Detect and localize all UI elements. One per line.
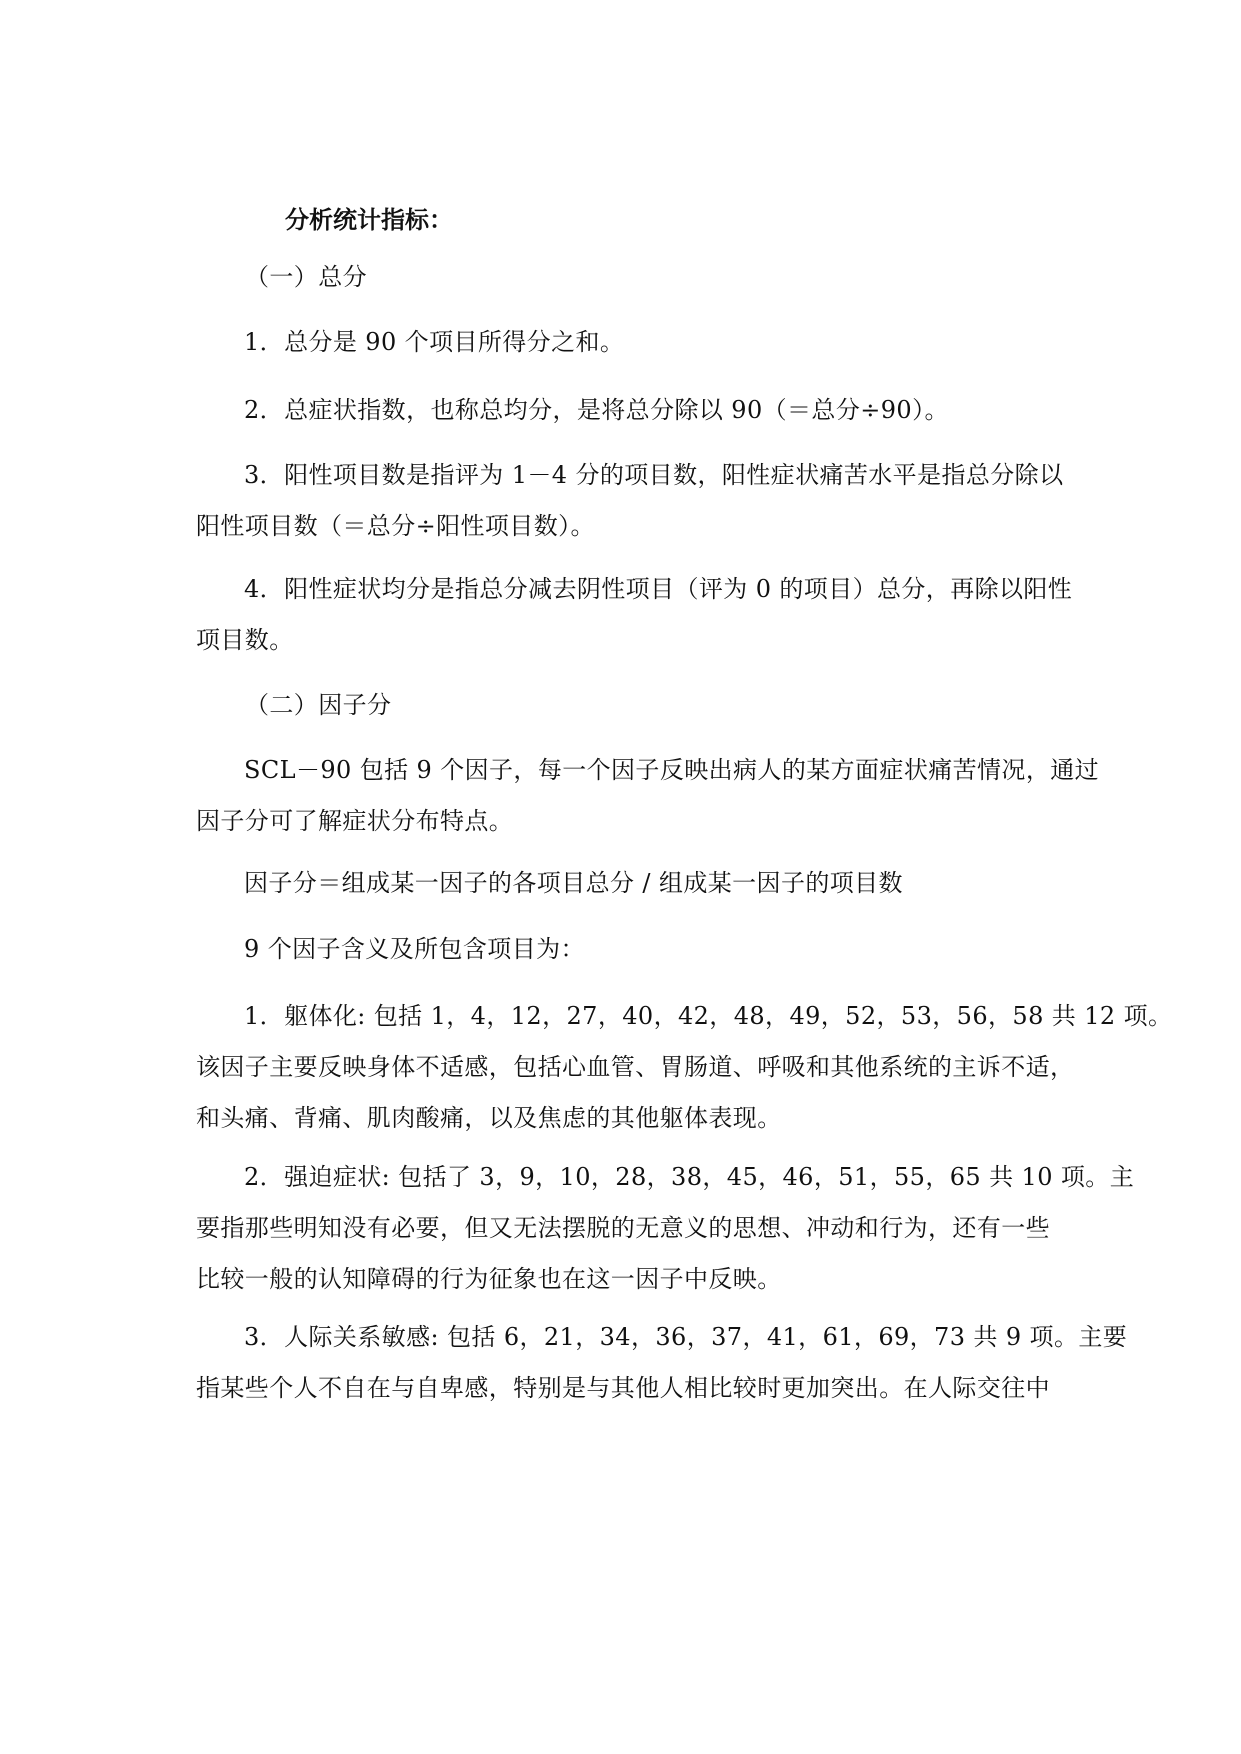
- paragraph-line: 比较一般的认知障碍的行为征象也在这一因子中反映。: [196, 1265, 782, 1293]
- paragraph-line: 要指那些明知没有必要，但又无法摆脱的无意义的思想、冲动和行为，还有一些: [196, 1214, 1050, 1242]
- paragraph-line: 3．阳性项目数是指评为 1－4 分的项目数，阳性症状痛苦水平是指总分除以: [244, 461, 1064, 489]
- paragraph-line: 1．总分是 90 个项目所得分之和。: [244, 328, 625, 356]
- paragraph-line: 项目数。: [196, 626, 294, 654]
- paragraph-line: 2．强迫症状: 包括了 3，9，10，28，38，45，46，51，55，65 共 10 项。主: [244, 1163, 1135, 1191]
- paragraph-factor-somatization: [196, 991, 1173, 1144]
- paragraph-line: 该因子主要反映身体不适感，包括心血管、胃肠道、呼吸和其他系统的主诉不适，: [196, 1053, 1075, 1081]
- paragraph-line: 1．躯体化: 包括 1，4，12，27，40，42，48，49，52，53，56，58 共 12 项。: [244, 1002, 1173, 1030]
- document-title: 分析统计指标：: [285, 206, 453, 234]
- paragraph-factor-formula: [196, 858, 1086, 909]
- section-heading-factor: （二）因子分: [245, 691, 392, 719]
- paragraph-line: 9 个因子含义及所包含项目为：: [244, 935, 585, 963]
- paragraph-factor-intro: [196, 745, 1100, 847]
- paragraph-line: 2．总症状指数，也称总均分，是将总分除以 90（＝总分÷90）。: [244, 396, 949, 424]
- paragraph-line: 因子分＝组成某一因子的各项目总分 / 组成某一因子的项目数: [244, 869, 903, 897]
- paragraph-line: 阳性项目数（＝总分÷阳性项目数）。: [196, 512, 595, 540]
- paragraph-line: 3．人际关系敏感: 包括 6，21，34，36，37，41，61，69，73 共 9 项。主要: [244, 1323, 1128, 1351]
- paragraph-total-1: [196, 317, 1086, 368]
- section-heading-total: （一）总分: [245, 263, 367, 291]
- paragraph-factor-interpersonal: [196, 1312, 1128, 1414]
- paragraph-total-3: [196, 450, 1086, 552]
- paragraph-total-4: [196, 564, 1086, 666]
- paragraph-line: SCL－90 包括 9 个因子，每一个因子反映出病人的某方面症状痛苦情况，通过: [244, 756, 1100, 784]
- paragraph-line: 和头痛、背痛、肌肉酸痛，以及焦虑的其他躯体表现。: [196, 1104, 782, 1132]
- paragraph-line: 4．阳性症状均分是指总分减去阴性项目（评为 0 的项目）总分，再除以阳性: [244, 575, 1073, 603]
- paragraph-factor-list-intro: [196, 924, 1086, 975]
- paragraph-factor-obsessive: [196, 1152, 1135, 1305]
- paragraph-line: 因子分可了解症状分布特点。: [196, 807, 514, 835]
- paragraph-line: 指某些个人不自在与自卑感，特别是与其他人相比较时更加突出。在人际交往中: [196, 1374, 1050, 1402]
- paragraph-total-2: [196, 385, 1086, 436]
